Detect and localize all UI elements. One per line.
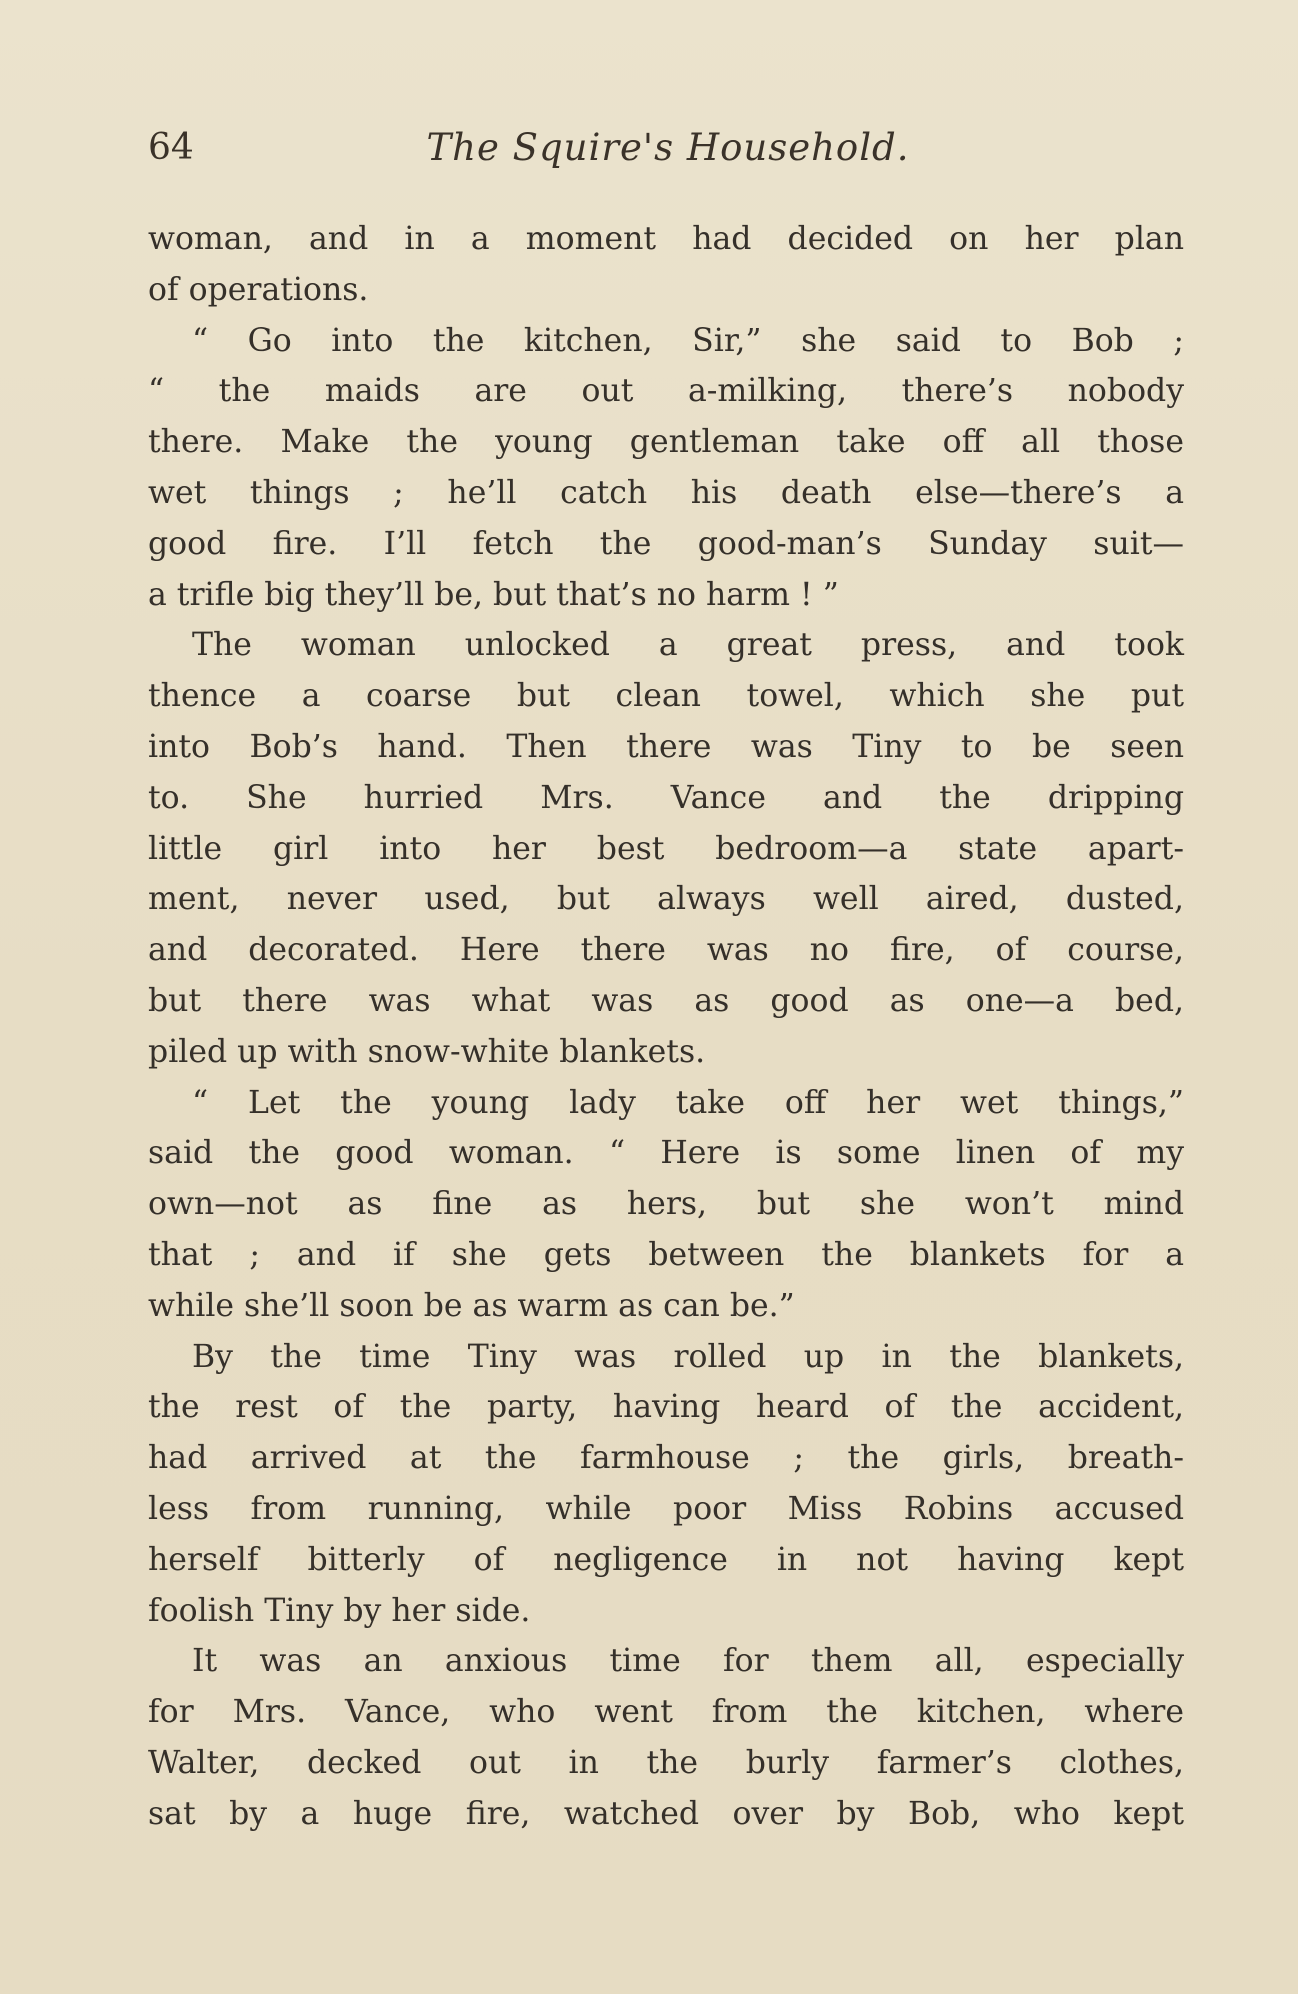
text-line: there. Make the young gentleman take off all those xyxy=(148,424,1184,461)
text-line: piled up with snow-white blankets. xyxy=(148,1033,706,1070)
text-line: ment, never used, but always well aired, dusted, xyxy=(148,881,1184,918)
text-line: woman, and in a moment had decided on her plan xyxy=(148,221,1184,257)
body-text xyxy=(148,214,1184,1840)
text-line: a trifle big they’ll be, but that’s no harm ! ” xyxy=(148,576,839,613)
text-line: “ Go into the kitchen, Sir,” she said to Bob ; xyxy=(192,322,1184,359)
text-line: the rest of the party, having heard of the accident, xyxy=(148,1389,1184,1426)
text-line: to. She hurried Mrs. Vance and the dripping xyxy=(148,779,1184,816)
text-line: said the good woman. “ Here is some linen of my xyxy=(148,1135,1184,1172)
page-header xyxy=(148,118,1188,178)
text-line: but there was what was as good as one—a bed, xyxy=(148,982,1184,1019)
text-line: for Mrs. Vance, who went from the kitchen, where xyxy=(148,1694,1184,1731)
text-line: “ Let the young lady take off her wet things,” xyxy=(192,1084,1184,1121)
text-line: of operations. xyxy=(148,271,369,308)
text-line: herself bitterly of negligence in not having kept xyxy=(148,1541,1184,1578)
text-line: By the time Tiny was rolled up in the blankets, xyxy=(192,1338,1184,1375)
text-line: thence a coarse but clean towel, which she put xyxy=(148,678,1184,715)
page-number: 64 xyxy=(148,127,194,168)
text-line: Walter, decked out in the burly farmer’s clothes, xyxy=(148,1744,1184,1781)
running-title: The Squire's Household. xyxy=(426,126,910,169)
text-line: that ; and if she gets between the blankets for a xyxy=(148,1236,1184,1273)
text-line: wet things ; he’ll catch his death else—there’s a xyxy=(148,474,1184,511)
text-line: own—not as fine as hers, but she won’t mind xyxy=(148,1186,1184,1223)
text-line: less from running, while poor Miss Robins accused xyxy=(148,1490,1184,1527)
text-line: foolish Tiny by her side. xyxy=(148,1592,531,1629)
text-line: It was an anxious time for them all, especially xyxy=(192,1643,1184,1680)
text-line: and decorated. Here there was no fire, of course, xyxy=(148,932,1184,969)
text-line: sat by a huge fire, watched over by Bob, who kept xyxy=(148,1795,1184,1832)
text-line: “ the maids are out a-milking, there’s nobody xyxy=(148,373,1184,410)
text-line: had arrived at the farmhouse ; the girls, breath- xyxy=(148,1440,1184,1477)
text-line: The woman unlocked a great press, and took xyxy=(192,627,1184,664)
text-line: into Bob’s hand. Then there was Tiny to be seen xyxy=(148,728,1184,765)
text-line: little girl into her best bedroom—a state apart- xyxy=(148,830,1184,867)
text-line: while she’ll soon be as warm as can be.” xyxy=(148,1287,795,1324)
text-line: good fire. I’ll fetch the good-man’s Sunday suit— xyxy=(148,525,1184,562)
